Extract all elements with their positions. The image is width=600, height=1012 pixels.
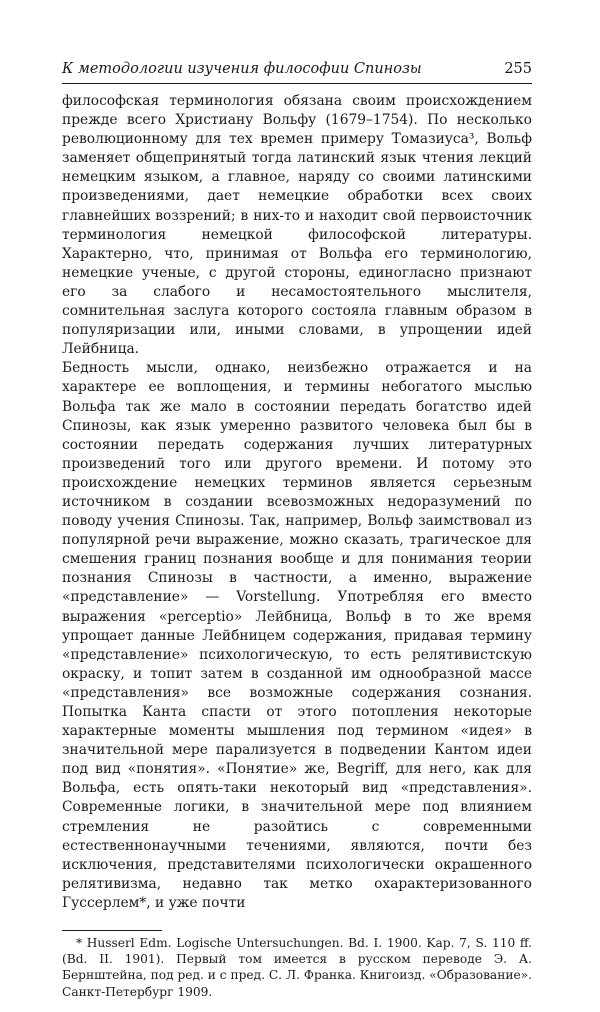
paragraph-1: философская терминология обязана своим происхождением прежде всего Христиану Вольфу (1679–1754). По несколько революционному для тех времен примеру Томазиуса³, Вольф заменяет общепринятый тогда латинский язык чтения лекций немецким языком, а главное, наряду со своими латинскими произведениями, дает немецкие обработки всех своих главнейших воззрений; в них-то и находит свой первоисточник терминология немецкой философской литературы. Характерно, что, принимая от Вольфа его терминологию, немецкие ученые, с другой стороны, единогласно признают его за слабого и несамостоятельного мыслителя, сомнительная заслуга которого состояла главным образом в популяризации или, иными словами, в упрощении идей Лейбница. xyxy=(62,93,532,358)
body-text xyxy=(62,92,532,913)
footnote: * Husserl Edm. Logische Untersuchungen. Bd. I. 1900. Kap. 7, S. 110 ff. (Bd. II. 1901). Первый том имеется в русском переводе Э. А. Бернштейна, под ред. и с пред. С. Л. Франка. Книгоизд. «Образование». Санкт-Петербург 1909. xyxy=(62,936,532,999)
page-number: 255 xyxy=(504,61,532,77)
book-page xyxy=(62,60,532,1012)
running-head xyxy=(62,60,532,84)
footnote-divider xyxy=(62,930,162,931)
running-head-title: К методологии изучения философии Спинозы xyxy=(62,61,422,77)
paragraph-2: Бедность мысли, однако, неизбежно отражается и на характере ее воплощения, и термины небогатого мыслью Вольфа так же мало в состоянии передать богатство идей Спинозы, как язык умеренно развитого человека был бы в состоянии передать содержания лучших литературных произведений того или другого времени. И потому это происхождение немецких терминов является серьезным источником в создании всевозможных недоразумений по поводу учения Спинозы. Так, например, Вольф заимствовал из популярной речи выражение, можно сказать, трагическое для смешения границ познания вообще и для понимания теории познания Спинозы в частности, а именно, выражение «представление» — Vorstellung. Употребляя его вместо выражения «perceptio» Лейбница, Вольф в то же время упрощает данные Лейбницем содержания, придавая термину «представление» психологическую, то есть релятивистскую окраску, и топит затем в созданной им однообразной массе «представления» все возможные содержания сознания. Попытка Канта спасти от этого потопления некоторые характерные моменты мышления под термином «идея» в значительной мере парализуется в подведении Кантом идеи под вид «понятия». «Понятие» же, Begriff, для него, как для Вольфа, есть опять-таки некоторый вид «представления». Современные логики, в значительной мере под влиянием стремления не разойтись с современными естественнонаучными течениями, являются, почти без исключения, представителями психологически окрашенного релятивизма, недавно так метко охарактеризованного Гуссерлем*, и уже почти xyxy=(62,360,532,911)
